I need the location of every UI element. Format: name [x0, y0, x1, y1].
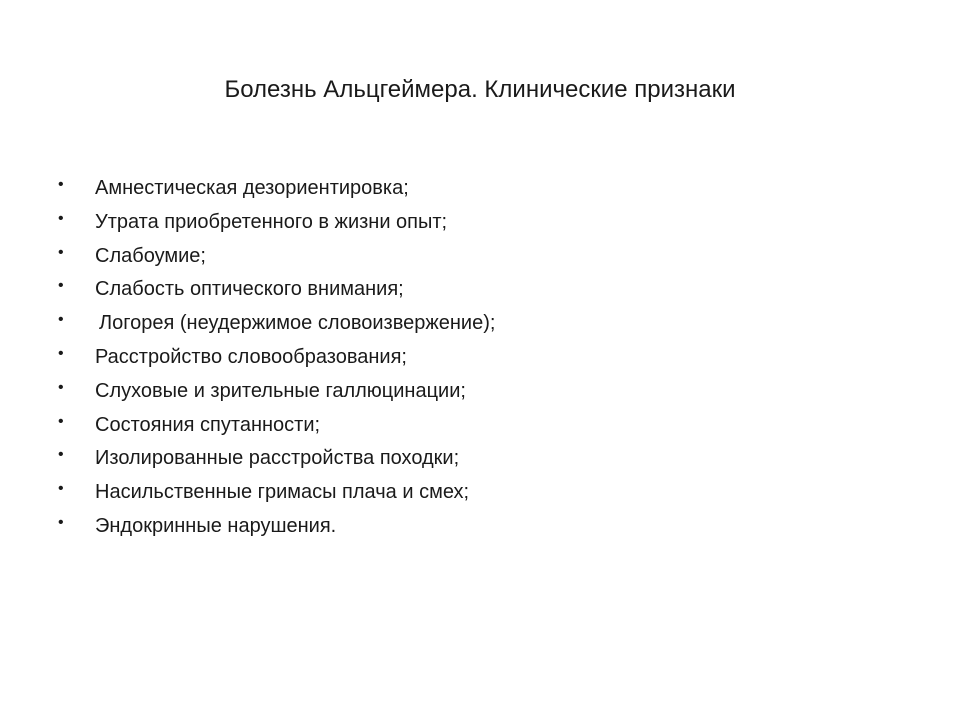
bullet-icon: • [58, 513, 64, 531]
list-item-text: Эндокринные нарушения. [95, 514, 337, 537]
list-item-text: Логорея (неудержимое словоизвержение); [99, 312, 496, 335]
list-item-text: Амнестическая дезориентировка; [95, 177, 409, 199]
list-item-text: Состояния спутанности; [95, 413, 321, 436]
bullet-icon: • [58, 344, 64, 362]
bullet-icon: • [58, 209, 64, 227]
bullet-icon: • [58, 243, 64, 261]
list-item-text: Слуховые и зрительные галлюцинации; [95, 379, 466, 402]
list-item-text: Насильственные гримасы плача и смех; [95, 481, 470, 504]
bullet-icon: • [58, 412, 64, 430]
bullet-icon: • [58, 446, 64, 464]
list-item-text: Изолированные расстройства походки; [95, 447, 460, 470]
list-item-text: Слабоумие; [95, 244, 206, 267]
list-item-text: Утрата приобретенного в жизни опыт; [95, 210, 448, 233]
bullet-icon: • [58, 378, 64, 396]
bullet-icon: • [58, 277, 64, 295]
slide-title: Болезнь Альцгеймера. Клинические признаки [224, 76, 736, 103]
bullet-icon: • [58, 480, 64, 498]
bullet-icon: • [58, 176, 64, 193]
list-item-text: Слабость оптического внимания; [95, 278, 404, 301]
bullet-icon: • [58, 311, 64, 329]
list-item-text: Расстройство словообразования; [95, 345, 407, 368]
